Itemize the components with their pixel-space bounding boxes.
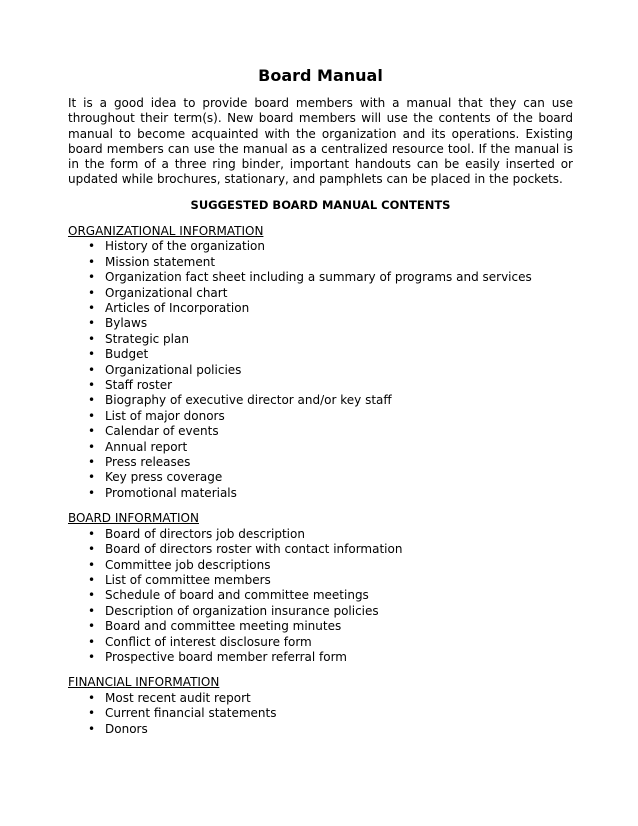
document-title: Board Manual <box>258 66 383 85</box>
bullet-icon: • <box>88 270 96 285</box>
list-item-text: Board of directors job description <box>105 526 305 541</box>
list-item-text: Board and committee meeting minutes <box>105 619 342 634</box>
list-item-text: Description of organization insurance policies <box>105 603 379 618</box>
list-item-text: Bylaws <box>105 316 148 331</box>
list-item <box>68 706 573 721</box>
list-item-text: List of major donors <box>105 408 225 423</box>
list-item-text: Organizational policies <box>105 362 242 377</box>
list-item-text: Biography of executive director and/or key staff <box>105 393 392 408</box>
list-item-text: Budget <box>105 347 149 362</box>
bullet-list <box>68 527 573 666</box>
list-item <box>68 286 573 301</box>
list-item-text: Most recent audit report <box>105 690 251 705</box>
list-item-text: Promotional materials <box>105 485 237 500</box>
list-item <box>68 635 573 650</box>
document-page <box>68 66 573 747</box>
bullet-icon: • <box>88 542 96 557</box>
list-item <box>68 255 573 270</box>
contents-subtitle: SUGGESTED BOARD MANUAL CONTENTS <box>190 197 451 212</box>
list-item <box>68 440 573 455</box>
bullet-icon: • <box>88 634 96 649</box>
list-item-text: Press releases <box>105 454 191 469</box>
bullet-icon: • <box>88 316 96 331</box>
list-item <box>68 363 573 378</box>
list-item <box>68 239 573 254</box>
list-item <box>68 604 573 619</box>
list-item <box>68 347 573 362</box>
bullet-icon: • <box>88 649 96 664</box>
list-item-text: Donors <box>105 721 148 736</box>
list-item-text: Current financial statements <box>105 706 277 721</box>
bullet-icon: • <box>88 254 96 269</box>
list-item-text: Calendar of events <box>105 424 219 439</box>
bullet-icon: • <box>88 331 96 346</box>
list-item <box>68 409 573 424</box>
list-item <box>68 424 573 439</box>
list-item-text: Organizational chart <box>105 285 228 300</box>
bullet-list <box>68 239 573 501</box>
list-item <box>68 691 573 706</box>
bullet-icon: • <box>88 408 96 423</box>
list-item <box>68 393 573 408</box>
list-item-text: Board of directors roster with contact information <box>105 542 403 557</box>
list-item <box>68 270 573 285</box>
list-item-text: History of the organization <box>105 239 266 254</box>
list-item <box>68 542 573 557</box>
bullet-icon: • <box>88 690 96 705</box>
bullet-icon: • <box>88 362 96 377</box>
list-item <box>68 455 573 470</box>
list-item <box>68 722 573 737</box>
section-heading: BOARD INFORMATION <box>68 511 199 526</box>
bullet-icon: • <box>88 485 96 500</box>
sections-container <box>68 224 573 737</box>
section-heading: FINANCIAL INFORMATION <box>68 675 220 690</box>
list-item <box>68 573 573 588</box>
list-item <box>68 527 573 542</box>
bullet-icon: • <box>88 721 96 736</box>
bullet-icon: • <box>88 300 96 315</box>
bullet-icon: • <box>88 439 96 454</box>
list-item-text: Annual report <box>105 439 188 454</box>
bullet-icon: • <box>88 603 96 618</box>
bullet-icon: • <box>88 619 96 634</box>
list-item <box>68 316 573 331</box>
list-item <box>68 558 573 573</box>
bullet-icon: • <box>88 285 96 300</box>
bullet-icon: • <box>88 424 96 439</box>
list-item-text: List of committee members <box>105 572 271 587</box>
section <box>68 675 573 737</box>
bullet-icon: • <box>88 588 96 603</box>
list-item <box>68 332 573 347</box>
bullet-icon: • <box>88 706 96 721</box>
bullet-list <box>68 691 573 737</box>
bullet-icon: • <box>88 393 96 408</box>
list-item-text: Articles of Incorporation <box>105 300 250 315</box>
list-item-text: Staff roster <box>105 377 173 392</box>
bullet-icon: • <box>88 572 96 587</box>
section <box>68 511 573 665</box>
bullet-icon: • <box>88 454 96 469</box>
intro-paragraph: It is a good idea to provide board members with a manual that they can use throughout their term(s). New board members will use the contents of the board manual to become acquainted with the organization and its operations. Existing board members can use the manual as a centralized resource tool. If the manual is in the form of a three ring binder, important handouts can be easily inserted or updated while brochures, stationary, and pamphlets can be placed in the pockets. <box>68 96 573 187</box>
list-item <box>68 619 573 634</box>
list-item <box>68 588 573 603</box>
list-item-text: Strategic plan <box>105 331 189 346</box>
list-item-text: Key press coverage <box>105 470 223 485</box>
bullet-icon: • <box>88 239 96 254</box>
list-item <box>68 301 573 316</box>
list-item-text: Mission statement <box>105 254 216 269</box>
list-item-text: Schedule of board and committee meetings <box>105 588 369 603</box>
list-item <box>68 378 573 393</box>
bullet-icon: • <box>88 470 96 485</box>
list-item-text: Conflict of interest disclosure form <box>105 634 312 649</box>
bullet-icon: • <box>88 526 96 541</box>
section <box>68 224 573 501</box>
list-item <box>68 650 573 665</box>
list-item-text: Organization fact sheet including a summary of programs and services <box>105 270 532 285</box>
bullet-icon: • <box>88 377 96 392</box>
bullet-icon: • <box>88 557 96 572</box>
list-item <box>68 470 573 485</box>
list-item-text: Committee job descriptions <box>105 557 271 572</box>
section-heading: ORGANIZATIONAL INFORMATION <box>68 223 264 238</box>
bullet-icon: • <box>88 347 96 362</box>
list-item <box>68 486 573 501</box>
list-item-text: Prospective board member referral form <box>105 649 347 664</box>
